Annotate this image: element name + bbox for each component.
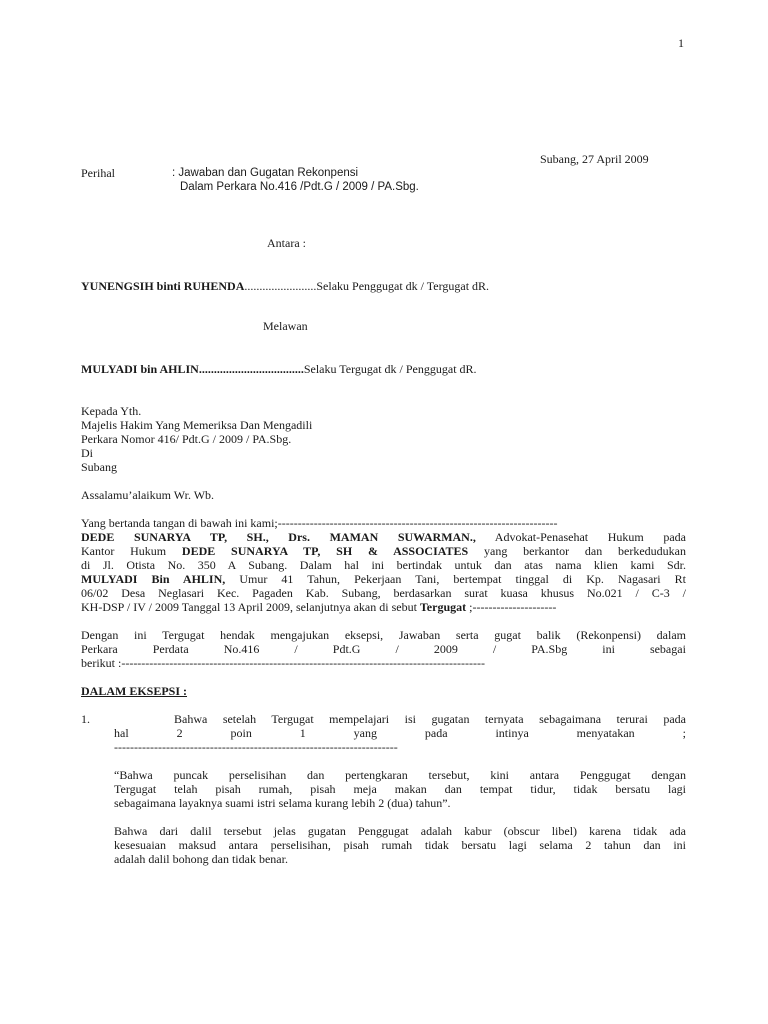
party-plaintiff: [81, 280, 489, 294]
item1-number: 1.: [81, 712, 90, 726]
item1-line-2-word: menyatakan: [576, 726, 635, 740]
body1-line-7: [81, 601, 556, 615]
item1-line-1: Bahwa setelah Tergugat mempelajari isi gugatan ternyata sebagaimana terurai pada: [174, 712, 686, 726]
page-number: 1: [678, 36, 684, 50]
body2-line-2-word: /: [395, 642, 399, 656]
perihal-line-1: : Jawaban dan Gugatan Rekonpensi: [172, 167, 359, 179]
body1-line-2: [81, 531, 686, 545]
item1-line-2-word: yang: [353, 726, 377, 740]
body1-line-6: 06/02 Desa Neglasari Kec. Pagaden Kab. Subang, berdasarkan surat kuasa khusus No.021 / C-3 /: [81, 586, 686, 600]
perihal-label: Perihal: [81, 166, 115, 180]
item1-line-2-word: pada: [424, 726, 448, 740]
plaintiff-role: Selaku Penggugat dk / Tergugat dR.: [316, 279, 490, 293]
item1-line-2: [114, 727, 686, 741]
body2-line-2-word: No.416: [223, 642, 260, 656]
defendant-role: Selaku Tergugat dk / Penggugat dR.: [303, 362, 477, 376]
item1-line-3: -----------------------------------------------------------------------: [114, 740, 398, 754]
item1-line-2-word: intinya: [495, 726, 529, 740]
melawan-label: Melawan: [263, 319, 308, 333]
client-name: MULYADI Bin AHLIN,: [81, 572, 226, 586]
section-title: DALAM EKSEPSI :: [81, 684, 188, 698]
body1-line-5: [81, 573, 686, 587]
item1-line-2-word: 2: [176, 726, 183, 740]
body1-line-4: di Jl. Otista No. 350 A Subang. Dalam hal ini bertindak untuk dan atas nama klien kami Sdr.: [81, 558, 686, 572]
body2-line-2-word: 2009: [433, 642, 458, 656]
address-line-4: Di: [81, 446, 93, 460]
body1-line-5-text: Umur 41 Tahun, Pekerjaan Tani, bertempat tinggal di Kp. Nagasari Rt: [225, 572, 686, 586]
body2-line-1: Dengan ini Tergugat hendak mengajukan eksepsi, Jawaban serta gugat balik (Rekonpensi) dalam: [81, 628, 686, 642]
body1-line-7-text-b: ;---------------------: [466, 600, 557, 614]
item1-line-2-word: hal: [114, 726, 129, 740]
address-line-2: Majelis Hakim Yang Memeriksa Dan Mengadili: [81, 418, 313, 432]
item1-line-2-word: ;: [682, 726, 686, 740]
quote-line-2: Tergugat telah pisah rumah, pisah meja makan dan tempat tidur, tidak bersatu lagi: [114, 782, 686, 796]
lawyers-names: DEDE SUNARYA TP, SH., Drs. MAMAN SUWARMAN.,: [81, 530, 476, 544]
item1-p2-line-3: adalah dalil bohong dan tidak benar.: [114, 852, 288, 866]
place-date: Subang, 27 April 2009: [540, 152, 649, 166]
plaintiff-dots: ........................: [244, 279, 317, 293]
body1-line-3-text-b: yang berkantor dan berkedudukan: [468, 544, 687, 558]
body2-line-2-word: /: [492, 642, 497, 656]
body1-line-2-text: Advokat-Penasehat Hukum pada: [475, 530, 686, 544]
address-line-1: Kepada Yth.: [81, 404, 142, 418]
party-defendant: [81, 363, 477, 377]
body2-line-2-word: Perdata: [152, 642, 189, 656]
body1-line-7-text-a: KH-DSP / IV / 2009 Tanggal 13 April 2009, selanjutnya akan di sebut: [81, 600, 420, 614]
body2-line-2-word: Perkara: [81, 642, 118, 656]
item1-p2-line-1: Bahwa dari dalil tersebut jelas gugatan Penggugat adalah kabur (obscur libel) karena tidak ada: [114, 824, 686, 838]
antara-label: Antara :: [267, 236, 306, 250]
perihal-line-2: Dalam Perkara No.416 /Pdt.G / 2009 / PA.Sbg.: [180, 181, 419, 193]
body2-line-2-word: ini: [602, 642, 615, 656]
defendant-name: MULYADI bin AHLIN: [81, 362, 199, 376]
quote-line-1: “Bahwa puncak perselisihan dan pertengkaran tersebut, kini antara Penggugat dengan: [114, 768, 686, 782]
greeting: Assalamu’alaikum Wr. Wb.: [81, 488, 215, 502]
body1-line-3-text-a: Kantor Hukum: [81, 544, 182, 558]
body2-line-3: berikut :-------------------------------------------------------------------------------------------: [81, 656, 485, 670]
tergugat-term: Tergugat: [419, 600, 467, 614]
item1-p2-line-2: kesesuaian maksud antara perselisihan, pisah rumah tidak bersatu lagi selama 2 tahun dan ini: [114, 838, 686, 852]
body1-line-1: Yang bertanda tangan di bawah ini kami;----------------------------------------------------------------------: [81, 516, 558, 530]
quote-line-3: sebagaimana layaknya suami istri selama kurang lebih 2 (dua) tahun”.: [114, 796, 451, 810]
address-line-3: Perkara Nomor 416/ Pdt.G / 2009 / PA.Sbg.: [81, 432, 292, 446]
defendant-dots: ...................................: [198, 362, 304, 376]
body2-line-2: [81, 643, 686, 657]
body2-line-2-word: Pdt.G: [332, 642, 361, 656]
item1-line-2-word: poin: [230, 726, 252, 740]
law-office-name: DEDE SUNARYA TP, SH & ASSOCIATES: [181, 544, 469, 558]
address-line-5: Subang: [81, 460, 117, 474]
body2-line-2-word: sebagai: [649, 642, 686, 656]
body2-line-2-word: /: [294, 642, 298, 656]
plaintiff-name: YUNENGSIH binti RUHENDA: [81, 279, 245, 293]
item1-line-2-word: 1: [299, 726, 306, 740]
body2-line-2-word: PA.Sbg: [531, 642, 568, 656]
body1-line-3: [81, 545, 686, 559]
